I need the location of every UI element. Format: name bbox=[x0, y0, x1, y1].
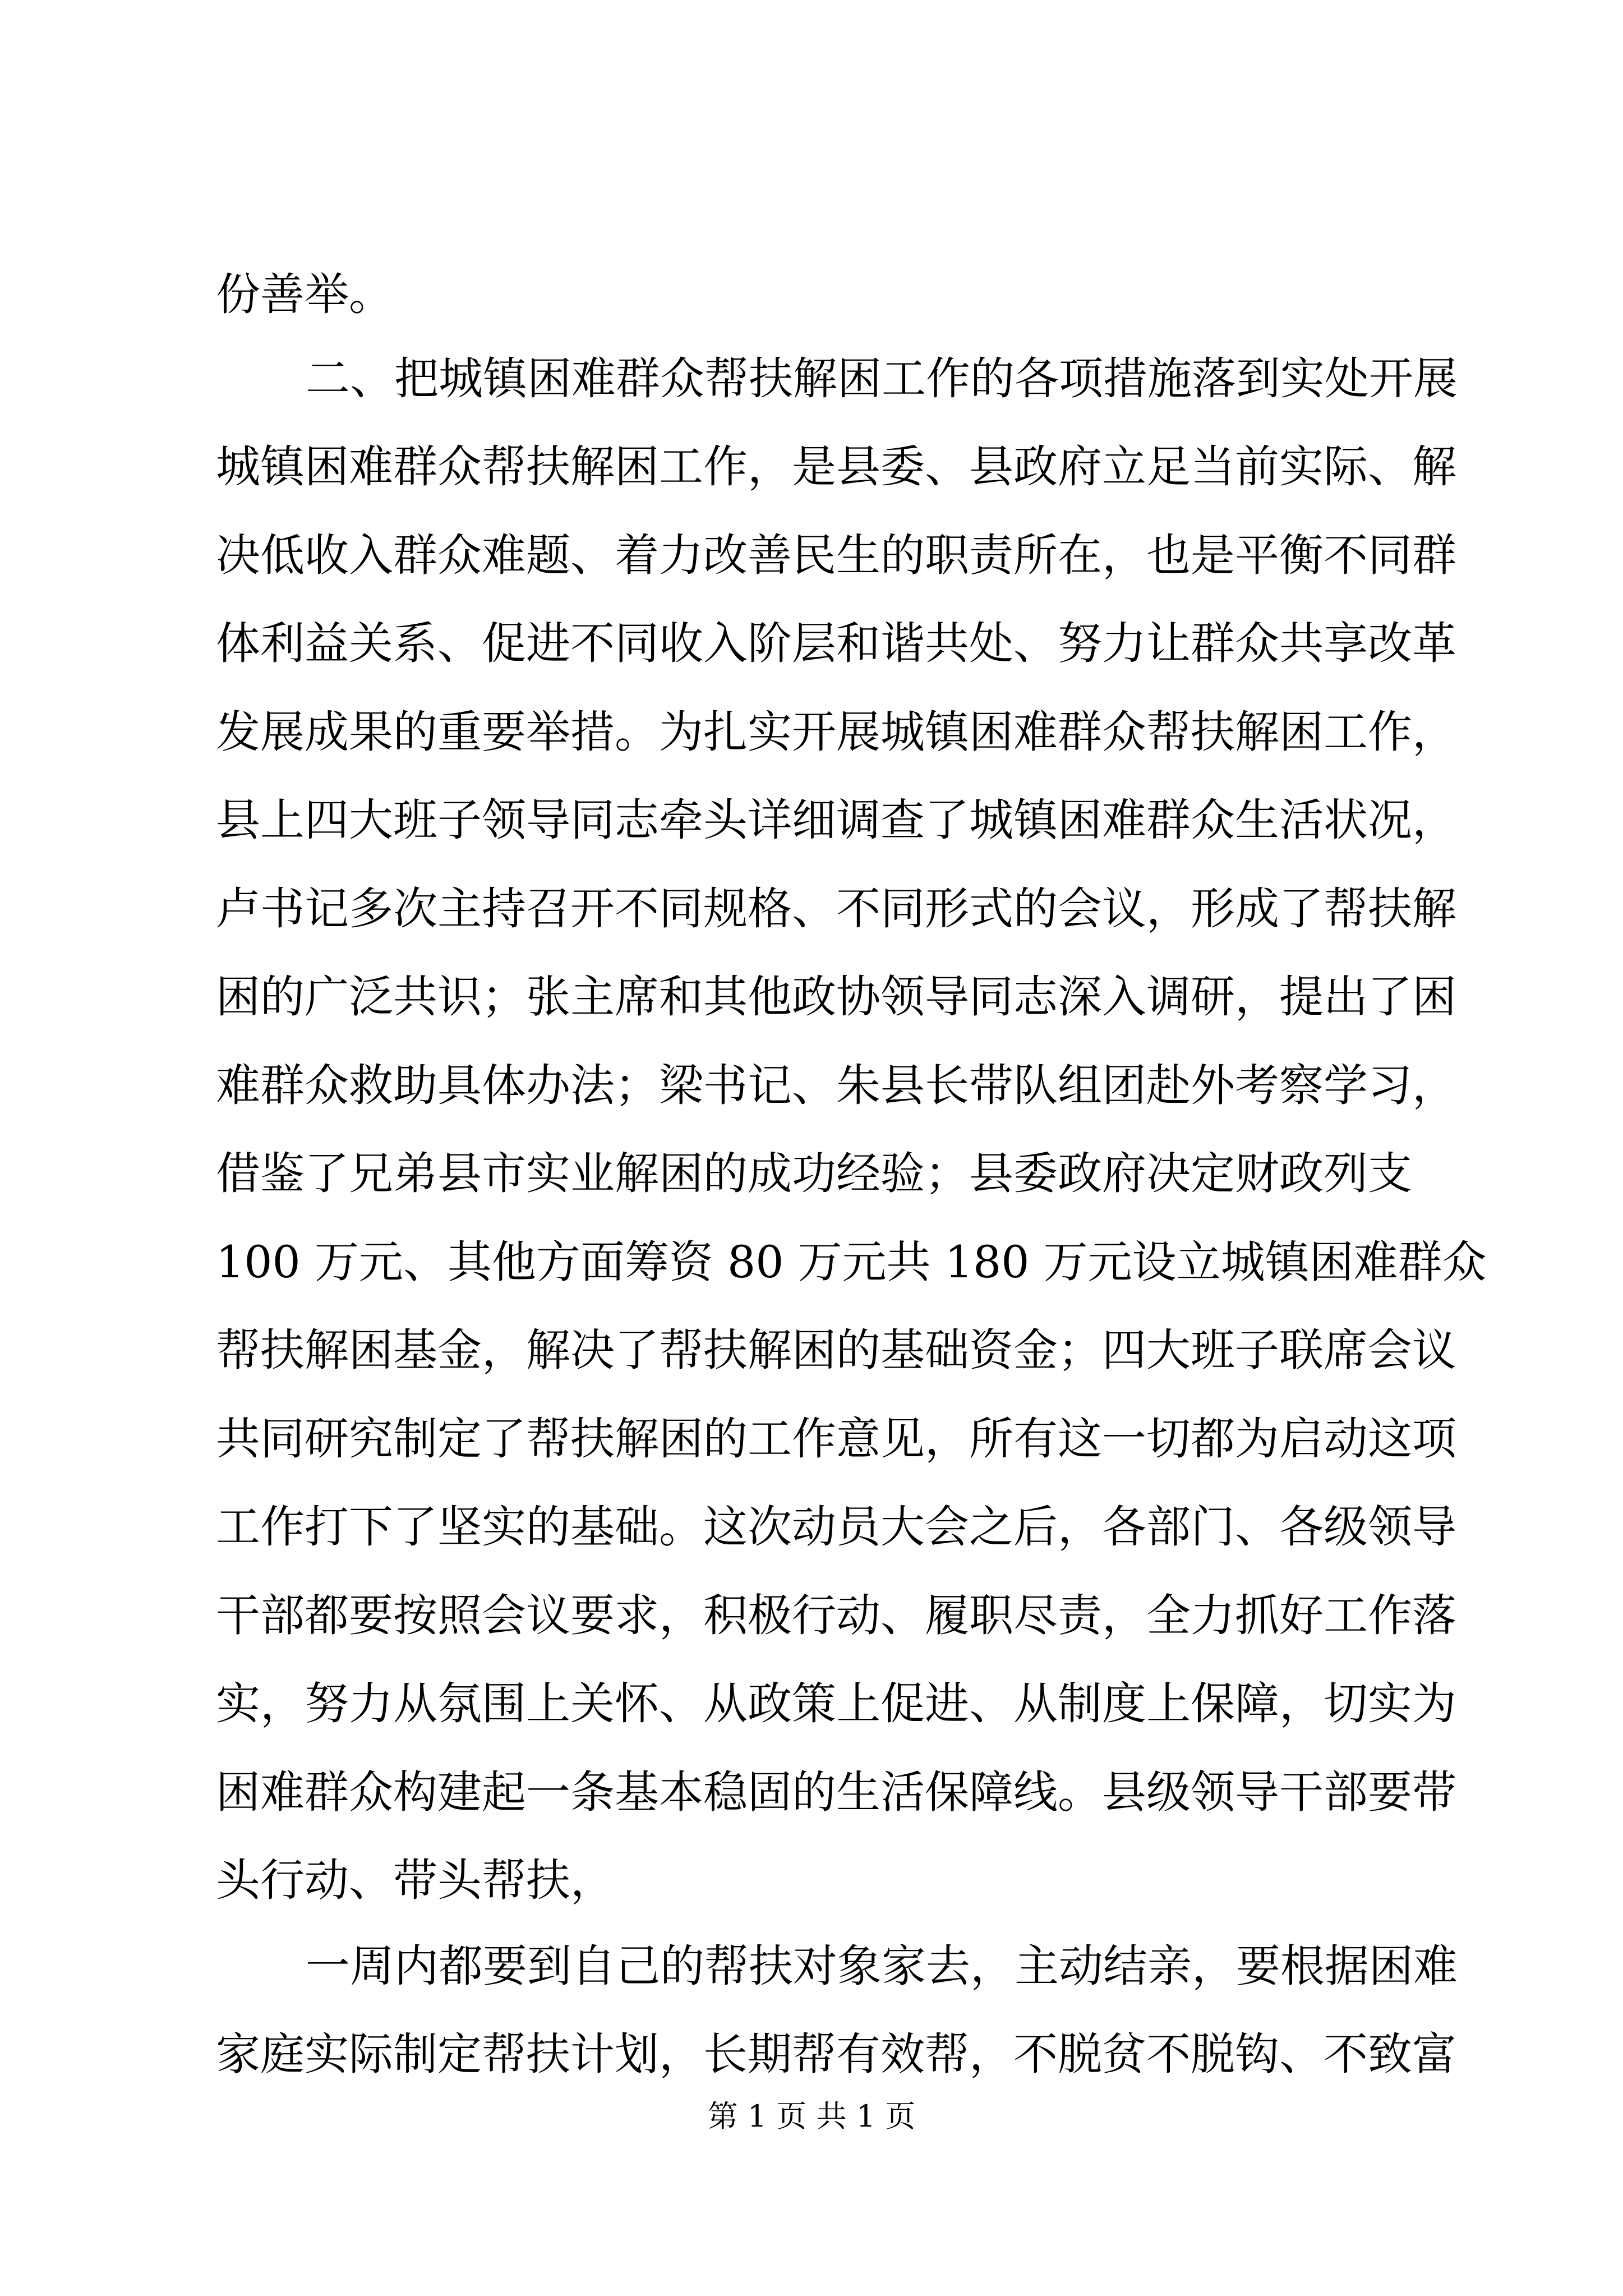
text-line: 实，努力从氛围上关怀、从政策上促进、从制度上保障，切实为 bbox=[216, 1678, 1456, 1729]
text-line: 借鉴了兄弟县市实业解困的成功经验；县委政府决定财政列支 bbox=[216, 1148, 1412, 1199]
text-line: 城镇困难群众帮扶解困工作，是县委、县政府立足当前实际、解 bbox=[216, 441, 1456, 493]
text-line: 帮扶解困基金，解决了帮扶解困的基础资金；四大班子联席会议 bbox=[216, 1324, 1456, 1376]
text-line: 卢书记多次主持召开不同规格、不同形式的会议，形成了帮扶解 bbox=[216, 883, 1456, 935]
text-line: 干部都要按照会议要求，积极行动、履职尽责，全力抓好工作落 bbox=[216, 1590, 1456, 1641]
text-line: 二、把城镇困难群众帮扶解困工作的各项措施落到实处开展 bbox=[306, 353, 1458, 404]
text-line: 县上四大班子领导同志牵头详细调查了城镇困难群众生活状况， bbox=[216, 794, 1456, 846]
text-line: 困难群众构建起一条基本稳固的生活保障线。县级领导干部要带 bbox=[216, 1766, 1456, 1818]
text-line: 100 万元、其他方面筹资 80 万元共 180 万元设立城镇困难群众 bbox=[216, 1236, 1487, 1288]
text-line: 份善举。 bbox=[216, 269, 393, 320]
text-line: 困的广泛共识；张主席和其他政协领导同志深入调研，提出了困 bbox=[216, 971, 1456, 1023]
text-line: 发展成果的重要举措。为扎实开展城镇困难群众帮扶解困工作， bbox=[216, 706, 1456, 758]
text-line: 一周内都要到自己的帮扶对象家去，主动结亲，要根据困难 bbox=[306, 1940, 1458, 1992]
text-line: 头行动、带头帮扶， bbox=[216, 1855, 615, 1906]
text-line: 难群众救助具体办法；梁书记、朱县长带队组团赴外考察学习， bbox=[216, 1060, 1456, 1111]
text-line: 工作打下了坚实的基础。这次动员大会之后，各部门、各级领导 bbox=[216, 1501, 1456, 1553]
text-line: 家庭实际制定帮扶计划，长期帮有效帮，不脱贫不脱钩、不致富 bbox=[216, 2028, 1456, 2080]
text-line: 体利益关系、促进不同收入阶层和谐共处、努力让群众共享改革 bbox=[216, 618, 1456, 669]
text-line: 共同研究制定了帮扶解困的工作意见，所有这一切都为启动这项 bbox=[216, 1413, 1456, 1465]
page-footer: 第 1 页 共 1 页 bbox=[707, 2099, 916, 2134]
text-line: 决低收入群众难题、着力改善民生的职责所在，也是平衡不同群 bbox=[216, 530, 1456, 581]
